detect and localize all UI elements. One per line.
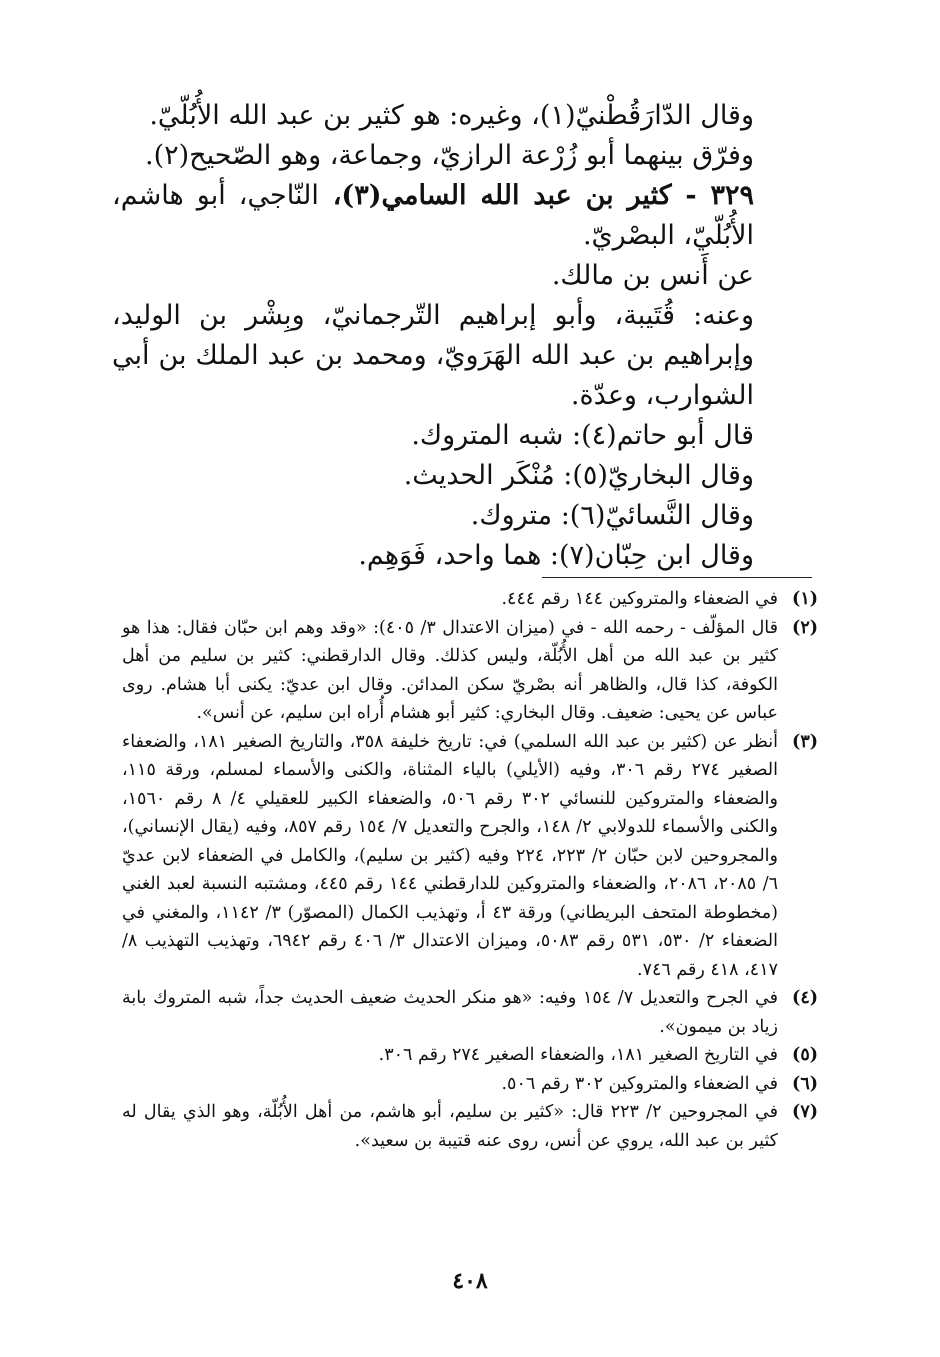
quote-abu-hatim: قال أبو حاتم(٤): شبه المتروك.: [411, 420, 754, 451]
footnote-5: [122, 1041, 818, 1070]
text-line-daraqutni: وقال الدّارَقُطْنيّ(١)، وغيره: هو كثير بن عبد الله الأُبُلّيّ.: [149, 100, 754, 131]
footnote-number: (٧): [792, 1102, 818, 1122]
footnote-text: أنظر عن (كثير بن عبد الله السلمي) في: تاريخ خليفة ٣٥٨، والتاريخ الصغير ١٨١، والضعفاء الصغير ٢٧٤ رقم ٣٠٦، وفيه (الأيلي) بالياء المثناة، والكنى والأسماء لمسلم، ورقة ١١٥، والضعفاء والمتروكين للنسائي ٣٠٢ رقم ٥٠٦، والضعفاء الكبير للعقيلي ٤/ ٨ رقم ١٥٦٠، والكنى والأسماء للدولابي ٢/ ١٤٨، والجرح والتعديل ٧/ ١٥٤ رقم ٨٥٧، وفيه (يقال الإنساني)، والمجروحين لابن حبّان ٢/ ٢٢٣، ٢٢٤ وفيه (كثير بن سليم)، والكامل في الضعفاء لابن عديّ ٦/ ٢٠٨٥، ٢٠٨٦، والضعفاء والمتروكين للدارقطني ١٤٤ رقم ٤٤٥، ومشتبه النسبة لعبد الغني (مخطوطة المتحف البريطاني) ورقة ٤٣ أ، وتهذيب الكمال (المصوّر) ٣/ ١١٤٢، والمغني في الضعفاء ٢/ ٥٣٠، ٥٣١ رقم ٥٠٨٣، وميزان الاعتدال ٣/ ٤٠٦ رقم ٦٩٤٢، وتهذيب التهذيب ٨/ ٤١٧، ٤١٨ رقم ٧٤٦.: [122, 731, 779, 980]
footnote-2: [122, 614, 818, 728]
students-list: وعنه: قُتَيبة، وأبو إبراهيم التّرجمانيّ، وبِشْر بن الوليد، وإبراهيم بن عبد الله الهَرَويّ، ومحمد بن عبد الملك بن أبي الشوارب، وعدّة.: [112, 300, 754, 411]
footnote-number: (٢): [792, 617, 818, 638]
entry-title: ٣٢٩ - كثير بن عبد الله السامي(٣)،: [332, 180, 755, 211]
footnote-text: قال المؤلّف - رحمه الله - في (ميزان الاعتدال ٣/ ٤٠٥): «وقد وهم ابن حبّان فقال: هذا هو كثير بن عبد الله من أهل الأُبُلّة، وليس كذلك. وقال الدارقطني: كثير بن سليم من أهل الكوفة، كذا قال، والظاهر أنه بصْريّ سكن المدائن. وقال ابن عديّ: يكنى أبا هشام. روى عباس عن يحيى: ضعيف. وقال البخاري: كثير أبو هشام أُراه ابن سليم، عن أنس».: [122, 617, 779, 723]
footnote-text: في الجرح والتعديل ٧/ ١٥٤ وفيه: «هو منكر الحديث ضعيف الحديث جداً، شبه المتروك بابة زياد بن ميمون».: [122, 988, 779, 1037]
page-number: ٤٠٨: [452, 1268, 488, 1294]
footnote-3: [122, 728, 818, 985]
footnote-number: (٦): [792, 1073, 818, 1094]
text-line-abu-zura: وفرّق بينهما أبو زُرْعة الرازيّ، وجماعة، وهو الصّحيح(٢).: [144, 140, 754, 171]
footnote-number: (٣): [792, 731, 818, 752]
footnote-separator: [542, 577, 812, 578]
quote-nasai: وقال النَّسائيّ(٦): متروك.: [470, 500, 754, 531]
quote-ibn-hibban: وقال ابن حِبّان(٧): هما واحد، فَوَهِم.: [358, 540, 754, 571]
footnote-text: في الضعفاء والمتروكين ٣٠٢ رقم ٥٠٦.: [501, 1073, 778, 1094]
footnote-text: في المجروحين ٢/ ٢٢٣ قال: «كثير بن سليم، أبو هاشم، من أهل الأُبُلّة، وهو الذي يقال له كثير بن عبد الله، يروي عن أنس، روى عنه قتيبة بن سعيد».: [122, 1102, 778, 1151]
footnote-6: [122, 1070, 818, 1099]
footnotes: [122, 585, 818, 1155]
footnote-number: (١): [792, 589, 818, 609]
footnote-1: [122, 585, 818, 614]
biography-entry-heading: [112, 176, 812, 256]
footnote-text: في التاريخ الصغير ١٨١، والضعفاء الصغير ٢٧٤ رقم ٣٠٦.: [378, 1045, 778, 1065]
main-text: [112, 96, 812, 576]
footnote-7: [122, 1098, 818, 1155]
footnote-4: [122, 984, 818, 1041]
footnote-text: في الضعفاء والمتروكين ١٤٤ رقم ٤٤٤.: [501, 589, 778, 609]
footnote-number: (٤): [792, 988, 818, 1008]
quote-bukhari: وقال البخاريّ(٥): مُنْكَر الحديث.: [403, 460, 754, 491]
entry-nisba: النّاجي، أبو هاشم، الأُبُلّيّ، البصْريّ.: [112, 180, 754, 251]
narrates-from: عن أَنس بن مالك.: [551, 260, 754, 291]
footnote-number: (٥): [792, 1045, 818, 1065]
